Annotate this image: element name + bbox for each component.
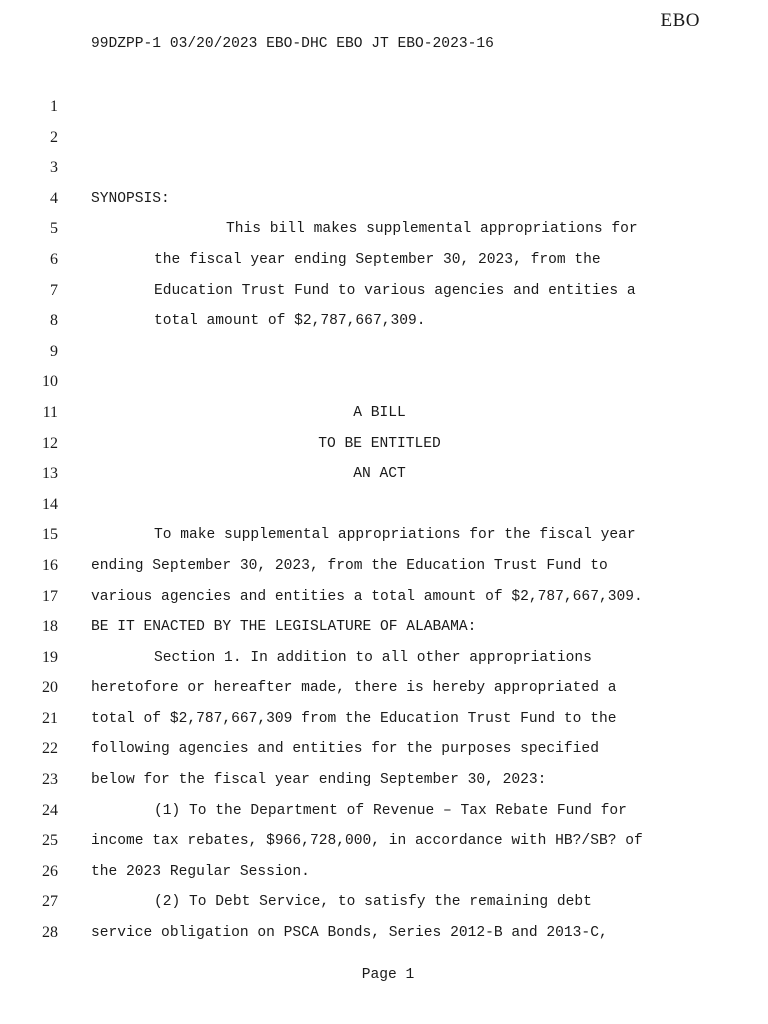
line-text: (2) To Debt Service, to satisfy the remaining debt bbox=[154, 894, 592, 911]
line-number: 27 bbox=[42, 893, 58, 911]
line-text: the 2023 Regular Session. bbox=[91, 863, 310, 880]
line-text: service obligation on PSCA Bonds, Series 2012-B and 2013-C, bbox=[91, 925, 608, 942]
line-number: 7 bbox=[50, 281, 58, 299]
line-number: 6 bbox=[50, 250, 58, 268]
bill-line bbox=[0, 765, 768, 796]
line-text: heretofore or hereafter made, there is hereby appropriated a bbox=[91, 680, 617, 697]
bill-line bbox=[0, 734, 768, 765]
line-number: 12 bbox=[42, 434, 58, 452]
bill-line bbox=[0, 826, 768, 857]
line-number: 19 bbox=[42, 648, 58, 666]
line-number: 3 bbox=[50, 159, 58, 177]
bill-line bbox=[0, 551, 768, 582]
line-text: A BILL bbox=[353, 404, 406, 421]
line-text: Education Trust Fund to various agencies and entities a bbox=[154, 282, 636, 299]
line-text: To make supplemental appropriations for the fiscal year bbox=[154, 527, 636, 544]
line-number: 14 bbox=[42, 495, 58, 513]
bill-line bbox=[0, 643, 768, 674]
line-number: 22 bbox=[42, 740, 58, 758]
line-number: 2 bbox=[50, 128, 58, 146]
line-number: 21 bbox=[42, 709, 58, 727]
bill-line bbox=[0, 123, 768, 154]
bill-line bbox=[0, 796, 768, 827]
line-number: 8 bbox=[50, 312, 58, 330]
bill-line bbox=[0, 520, 768, 551]
bill-line bbox=[0, 153, 768, 184]
bill-line bbox=[0, 857, 768, 888]
line-number: 9 bbox=[50, 342, 58, 360]
bill-line bbox=[0, 214, 768, 245]
line-number: 20 bbox=[42, 679, 58, 697]
line-number: 18 bbox=[42, 618, 58, 636]
line-text: income tax rebates, $966,728,000, in accordance with HB?/SB? of bbox=[91, 833, 643, 850]
page-number: Page 1 bbox=[361, 967, 415, 983]
bill-line bbox=[0, 582, 768, 613]
line-text: total of $2,787,667,309 from the Education Trust Fund to the bbox=[91, 710, 617, 727]
line-number: 28 bbox=[42, 924, 58, 942]
bill-line bbox=[0, 612, 768, 643]
bill-line bbox=[0, 459, 768, 490]
line-text: various agencies and entities a total amount of $2,787,667,309. bbox=[91, 588, 643, 605]
bill-line bbox=[0, 887, 768, 918]
line-text: (1) To the Department of Revenue – Tax Rebate Fund for bbox=[154, 802, 627, 819]
line-text: following agencies and entities for the purposes specified bbox=[91, 741, 599, 758]
line-number: 5 bbox=[50, 220, 58, 238]
bill-line bbox=[0, 398, 768, 429]
line-number: 16 bbox=[42, 556, 58, 574]
bill-line bbox=[0, 918, 768, 949]
line-number: 15 bbox=[42, 526, 58, 544]
bill-line bbox=[0, 673, 768, 704]
bill-line bbox=[0, 367, 768, 398]
line-number: 10 bbox=[42, 373, 58, 391]
line-number: 25 bbox=[42, 832, 58, 850]
line-text: the fiscal year ending September 30, 2023, from the bbox=[154, 251, 601, 268]
bill-line bbox=[0, 704, 768, 735]
bill-line bbox=[0, 429, 768, 460]
line-number: 26 bbox=[42, 862, 58, 880]
line-text: total amount of $2,787,667,309. bbox=[154, 313, 426, 330]
line-number: 4 bbox=[50, 189, 58, 207]
bill-line bbox=[0, 92, 768, 123]
line-text: AN ACT bbox=[353, 466, 406, 483]
bill-line bbox=[0, 490, 768, 521]
bill-line bbox=[0, 245, 768, 276]
line-text: TO BE ENTITLED bbox=[318, 435, 441, 452]
line-number: 11 bbox=[42, 403, 58, 421]
bill-line bbox=[0, 337, 768, 368]
line-text: below for the fiscal year ending September 30, 2023: bbox=[91, 772, 547, 789]
bill-header-id: 99DZPP-1 03/20/2023 EBO-DHC EBO JT EBO-2023-16 bbox=[91, 36, 494, 52]
bill-line bbox=[0, 306, 768, 337]
bill-line bbox=[0, 276, 768, 307]
bill-line bbox=[0, 184, 768, 215]
line-number: 24 bbox=[42, 801, 58, 819]
line-text: BE IT ENACTED BY THE LEGISLATURE OF ALABAMA: bbox=[91, 619, 477, 636]
line-text: Section 1. In addition to all other appropriations bbox=[154, 649, 592, 666]
bill-text-body bbox=[0, 92, 768, 949]
line-number: 1 bbox=[50, 98, 58, 115]
line-number: 23 bbox=[42, 771, 58, 789]
document-code-mark: EBO bbox=[660, 10, 700, 31]
line-text: SYNOPSIS: bbox=[91, 190, 170, 207]
line-text: ending September 30, 2023, from the Education Trust Fund to bbox=[91, 557, 608, 574]
line-number: 17 bbox=[42, 587, 58, 605]
line-number: 13 bbox=[42, 465, 58, 483]
line-text: This bill makes supplemental appropriations for bbox=[226, 221, 638, 238]
